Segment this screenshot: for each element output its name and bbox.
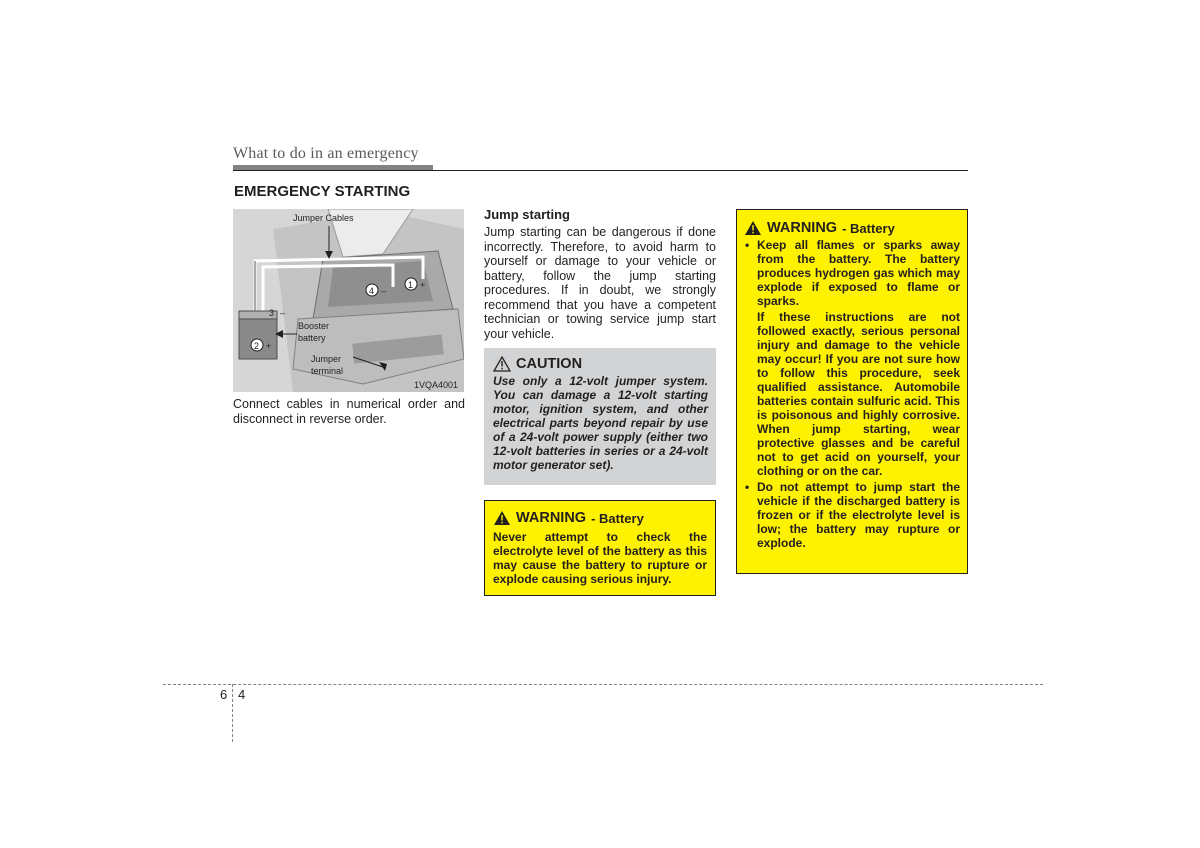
- label-jumper-cables: Jumper Cables: [293, 213, 354, 223]
- svg-text:–: –: [280, 308, 286, 318]
- caution-title: CAUTION: [516, 356, 583, 372]
- jump-start-illustration: [233, 209, 464, 392]
- section-title: EMERGENCY STARTING: [234, 183, 411, 200]
- page-chapter-number: 6: [220, 687, 228, 702]
- svg-text:–: –: [381, 286, 387, 296]
- warning-2-title: WARNING: [767, 220, 838, 236]
- warning-1-title-row: [493, 510, 707, 526]
- warning-2-bullet-1-para-1: • Keep all flames or sparks away from the battery. The battery produces hydrogen gas which may explode if exposed to flame or sparks.: [757, 238, 960, 308]
- marker-4: [366, 284, 386, 296]
- chapter-title: What to do in an emergency: [233, 145, 419, 162]
- warning-2-bullet-1: [744, 238, 960, 478]
- caution-box: [484, 348, 716, 485]
- label-booster-line1: Booster: [298, 321, 330, 331]
- warning-1-title: WARNING: [516, 510, 587, 526]
- label-terminal-line2: terminal: [311, 366, 344, 376]
- warning-battery-box-2: [736, 209, 968, 574]
- warning-2-subtitle: - Battery: [842, 220, 895, 236]
- caution-title-row: [493, 356, 708, 372]
- svg-text:3: 3: [269, 308, 275, 318]
- warning-triangle-icon: [744, 220, 762, 236]
- svg-text:+: +: [420, 280, 426, 290]
- figure-code: 1VQA4001: [414, 380, 459, 390]
- warning-2-bullet-2-text: • Do not attempt to jump start the vehicle if the discharged battery is frozen or if the electrolyte level is low; the battery may rupture or explode.: [757, 480, 960, 550]
- warning-1-subtitle: - Battery: [591, 510, 644, 526]
- warning-2-list: [744, 238, 960, 550]
- warning-2-bullet-2: [744, 480, 960, 550]
- warning-2-title-row: [744, 220, 960, 236]
- svg-text:+: +: [266, 341, 272, 351]
- svg-text:1: 1: [408, 280, 414, 290]
- label-booster-line2: battery: [298, 333, 326, 343]
- caution-text: Use only a 12-volt jumper system. You can damage a 12-volt starting motor, ignition system, and other electrical parts beyond repair by use of a 24-volt power supply (either two 12-volt batteries in series or a 24-volt motor generator set).: [493, 374, 708, 472]
- warning-battery-box-1: [484, 500, 716, 596]
- warning-triangle-icon: [493, 510, 511, 526]
- label-terminal-line1: Jumper: [311, 354, 342, 364]
- marker-1: [405, 278, 425, 290]
- figure-caption: Connect cables in numerical order and disconnect in reverse order.: [233, 397, 465, 426]
- warning-1-text: Never attempt to check the electrolyte level of the battery as this may cause the battery to rupture or explode causing serious injury.: [493, 530, 707, 586]
- header-rule: [233, 170, 968, 171]
- jump-starting-body: Jump starting can be dangerous if done incorrectly. Therefore, to avoid harm to yourself or damage to your vehicle or battery, follow the jump starting procedures. If in doubt, we strongly recommend that you have a competent technician or towing service jump start your vehicle.: [484, 225, 716, 341]
- footer-rule: [163, 684, 1043, 685]
- warning-2-bullet-1-para-2: If these instructions are not followed exactly, serious personal injury and damage to the vehicle may occur! If you are not sure how to follow this procedure, seek qualified assistance. Automobile batteries contain sulfuric acid. This is poisonous and highly corrosive. When jump starting, wear protective glasses and be careful not to get acid on yourself, your clothing or on the car.: [757, 310, 960, 478]
- footer-divider: [232, 684, 233, 742]
- marker-2: [251, 339, 271, 351]
- svg-text:2: 2: [254, 341, 260, 351]
- jump-starting-heading: Jump starting: [484, 207, 570, 222]
- svg-text:4: 4: [369, 286, 375, 296]
- page-number: 4: [238, 687, 246, 702]
- caution-triangle-icon: [493, 356, 511, 372]
